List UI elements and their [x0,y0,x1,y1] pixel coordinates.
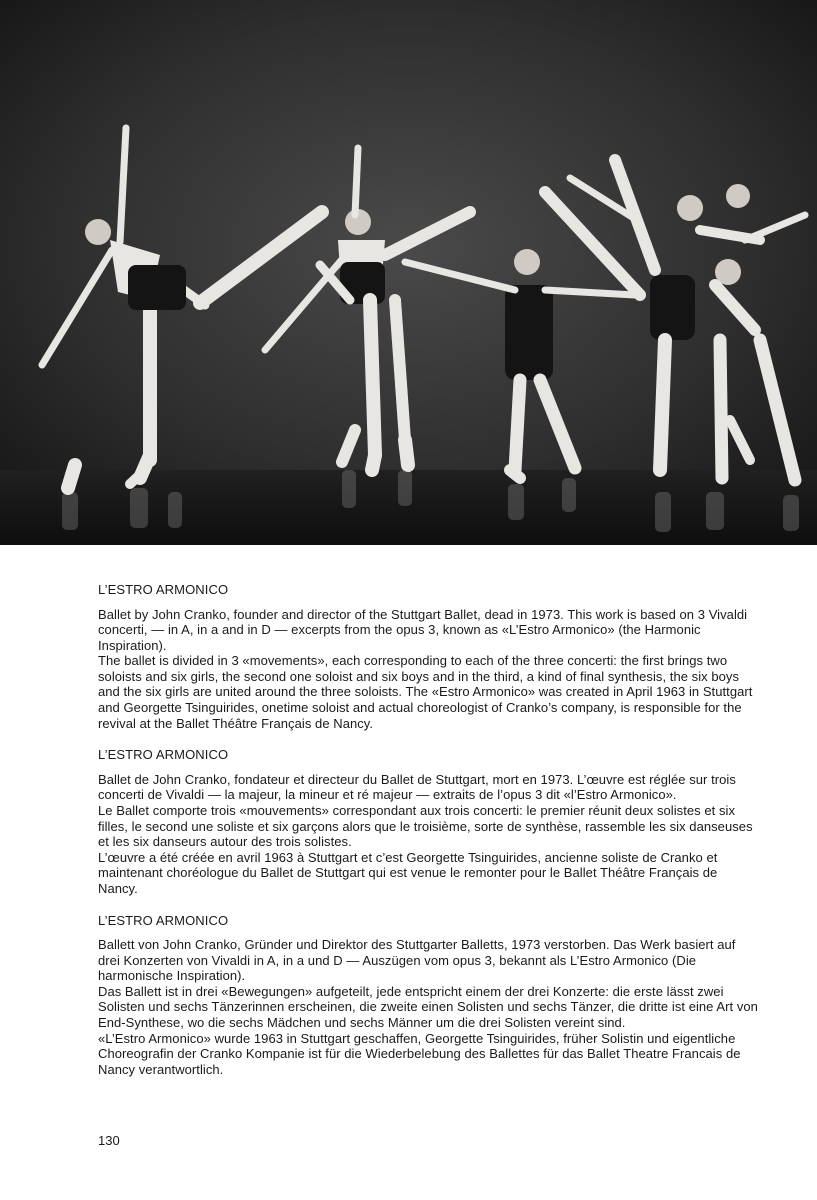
section-english [98,582,758,731]
paragraph: Ballet de John Cranko, fondateur et directeur du Ballet de Stuttgart, mort en 1973. L’œuvre est réglée sur trois concerti de Vivaldi — la majeur, la mineur et ré majeur — extraits de l’opus 3 dit «l’Estro Armonico». [98,771,736,803]
section-heading: L’ESTRO ARMONICO [98,747,229,763]
paragraph: The ballet is divided in 3 «movements», each corresponding to each of the three concerti: the first brings two soloists and six girls, the second one soloist and six boys and in the third, a kind of final synthesis, the six boys and the six girls are united around the three soloists. The «Estro Armonico» was created in April 1963 in Stuttgart and Georgette Tsinguirides, onetime soloist and actual choreologist of Cranko’s company, is responsible for the revival at the Ballet Théâtre Français de Nancy. [98,653,753,731]
section-heading: L’ESTRO ARMONICO [98,912,229,928]
paragraph: Ballet by John Cranko, founder and director of the Stuttgart Ballet, dead in 1973. This work is based on 3 Vivaldi concerti, — in A, in a and in D — excerpts from the opus 3, known as «L’Estro Armonico» (the Harmonic Inspiration). [98,606,748,653]
ballet-photo-illustration [0,0,817,545]
paragraph: Das Ballett ist in drei «Bewegungen» aufgeteilt, jede entspricht einem der drei Konzerte: die erste lässt zwei Solisten und sechs Tänzerinnen erscheinen, die zweite einen Solisten und sechs Tänzer, die dritte ist eine Art von End-Synthese, wo die sechs Mädchen und sechs Männer um die drei Solisten vereint sind. [98,983,758,1030]
ballet-photo [0,0,817,545]
page-number: 130 [98,1133,120,1148]
section-heading: L’ESTRO ARMONICO [98,582,229,597]
article-text [98,582,758,1093]
section-french [98,747,758,896]
paragraph: L’œuvre a été créée en avril 1963 à Stuttgart et c’est Georgette Tsinguirides, ancienne soliste de Cranko et maintenant choréologue du Ballet de Stuttgart qui est venue le remonter pour le Ballet Théâtre Français de Nancy. [98,849,718,896]
paragraph: Ballett von John Cranko, Gründer und Direktor des Stuttgarter Balletts, 1973 verstorben. Das Werk basiert auf drei Konzerten von Vivaldi in A, in a und D — Auszügen vom opus 3, bekannt als L’Estro Armonico (Die harmonische Inspiration). [98,937,736,984]
section-german [98,913,758,1078]
paragraph: Le Ballet comporte trois «mouvements» correspondant aux trois concerti: le premier réunit deux solistes et six filles, le second une soliste et six garçons alors que le troisième, sorte de synthèse, rassemble les six danseuses et les six danseurs autour des trois solistes. [98,802,753,850]
paragraph: «L’Estro Armonico» wurde 1963 in Stuttgart geschaffen, Georgette Tsinguirides, früher Solistin und eigentliche Choreografin der Cranko Kompanie ist für die Wiederbelebung des Ballettes für das Ballet Theatre Francais de Nancy verantwortlich. [98,1030,741,1077]
